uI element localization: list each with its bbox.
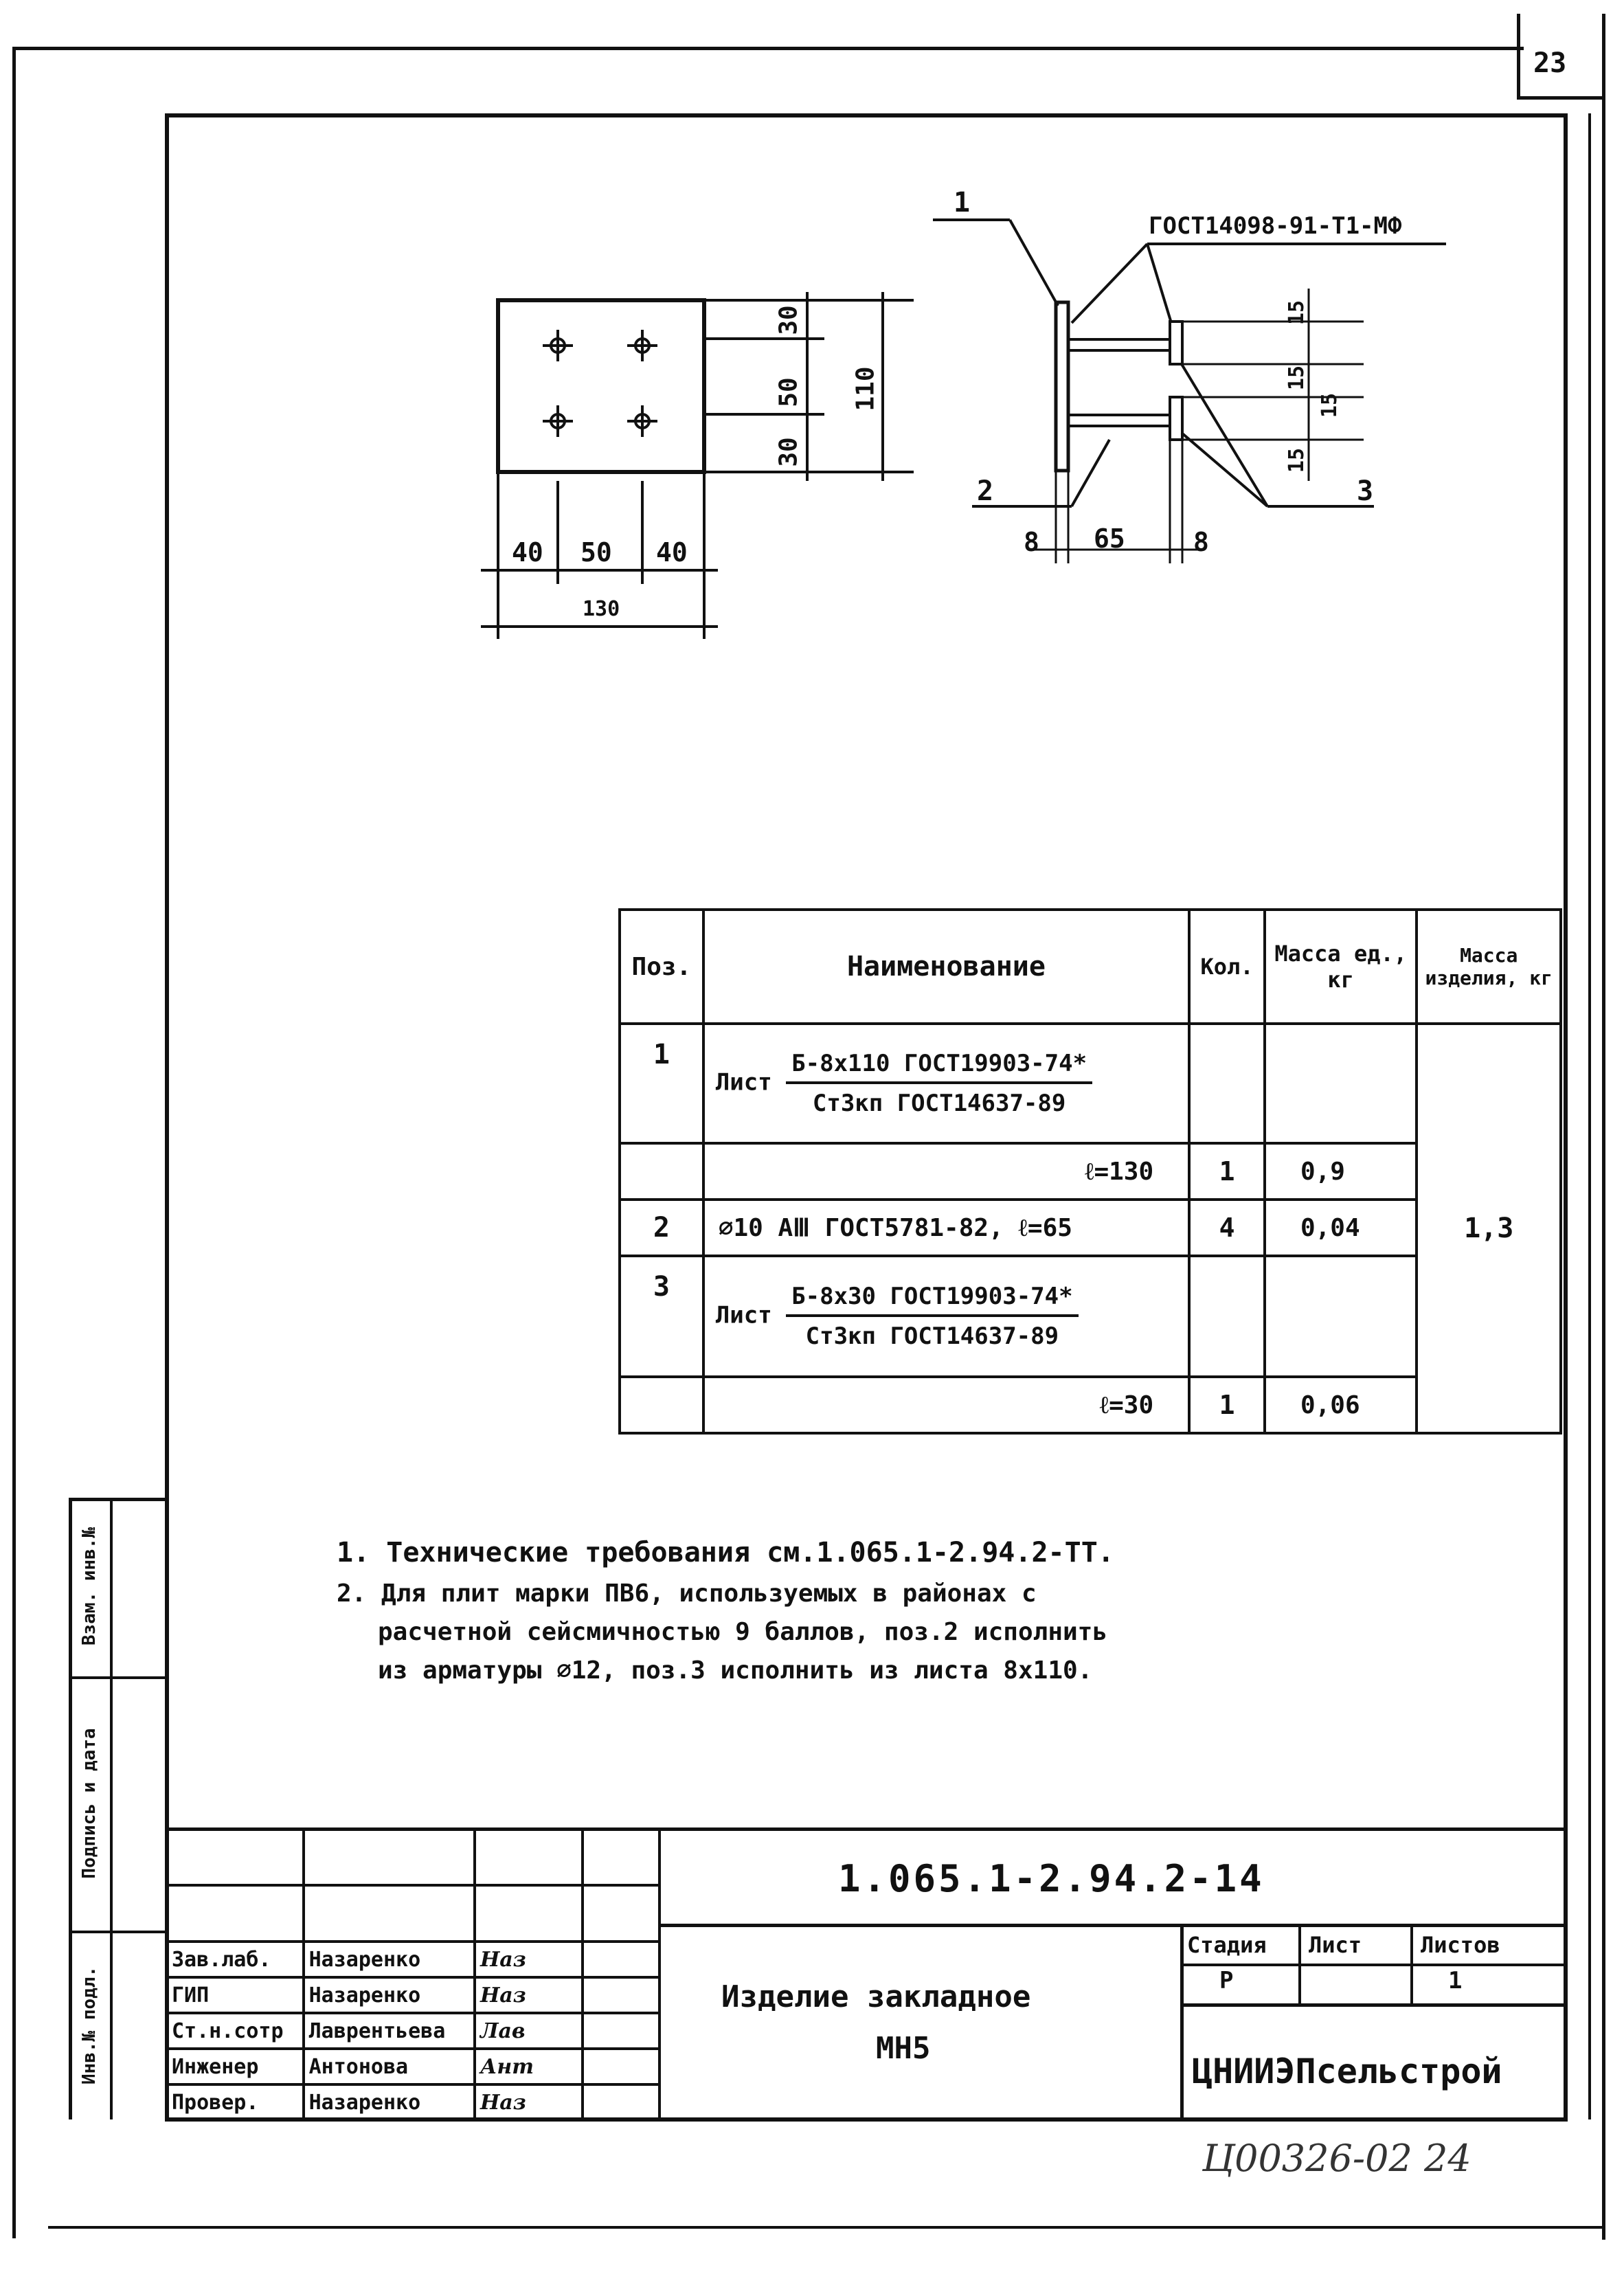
section-pos-2: 2 [977,475,994,507]
row2-qty: 1 [1189,1143,1265,1200]
sheets-label: Листов [1421,1932,1500,1958]
section-view [933,220,1446,563]
header-name: Наименование [703,910,1189,1024]
row1-mass [1265,1024,1417,1143]
note-2-line-3: из арматуры ⌀12, поз.3 исполнить из листа 8х110. [378,1656,1093,1685]
row3-qty: 4 [1189,1200,1265,1256]
row5-pos [620,1377,703,1433]
side-stamp-sep-1 [69,1676,168,1679]
row1-pos: 1 [620,1024,703,1143]
signature-row [166,2013,659,2049]
anchor-bar-lower [1068,415,1170,426]
note-2-line-1: 2. Для плит марки ПВ6, используемых в районах с [337,1579,1037,1608]
row1-name-prefix: Лист [715,1068,772,1096]
page-number: 23 [1533,47,1567,79]
row5-name: ℓ=30 [703,1377,1189,1433]
dim-plan-h-3: 40 [656,537,688,567]
title-block-code-bottom [661,1924,1568,1927]
row4-name [703,1256,1189,1377]
dim-section-v-3: 15 [1318,392,1342,418]
name-0: Назаренко [304,1942,475,1977]
mass-item-total: 1,3 [1417,1024,1561,1433]
outer-bottom-border [48,2226,1604,2229]
side-stamp-left [69,1498,72,2119]
anchor-bar-upper [1068,339,1170,350]
plan-vertical-dimensions [704,292,914,481]
row2-pos [620,1143,703,1200]
organization-name: ЦНИИЭПсельстрой [1192,2051,1502,2091]
dim-section-h-1: 8 [1024,527,1039,557]
archive-number: Ц00326-02 24 [1202,2137,1471,2180]
stage-label: Стадия [1187,1932,1267,1958]
signature-row [166,2049,659,2084]
signature-row [166,1942,659,1977]
stage-row-sep [1180,1964,1568,1966]
row2-mass: 0,9 [1265,1143,1417,1200]
note-2-line-2: расчетной сейсмичностью 9 баллов, поз.2 исполнить [378,1618,1108,1646]
row1-numerator: Б-8х110 ГОСТ19903-74* [786,1050,1092,1084]
product-title-line-1: Изделие закладное [721,1979,1031,2014]
header-mass-item: Масса изделия, кг [1417,910,1561,1024]
side-stamp-podpis: Подпись и дата [79,1728,100,1879]
dim-plan-v-3: 30 [774,437,803,467]
section-pos-1: 1 [954,187,971,218]
dim-section-h-2: 65 [1094,524,1125,554]
role-3: Инженер [166,2049,304,2084]
dim-plan-h-2: 50 [580,537,612,567]
product-title-line-2: МН5 [876,2031,931,2066]
stage-value: Р [1219,1967,1234,1994]
row4-pos: 3 [620,1256,703,1377]
row1-qty [1189,1024,1265,1143]
name-3: Антонова [304,2049,475,2084]
side-stamp-vzam: Взам. инв.№ [79,1527,100,1646]
dim-section-h-3: 8 [1193,527,1209,557]
plate-plan-outline [498,300,704,472]
row4-qty [1189,1256,1265,1377]
row4-mass [1265,1256,1417,1377]
side-stamp-inv: Инв.№ подл. [79,1966,100,2085]
role-4: Провер. [166,2084,304,2120]
note-1: 1. Технические требования см.1.065.1-2.94.2-ТТ. [337,1537,1114,1568]
header-pos: Поз. [620,910,703,1024]
row3-pos: 2 [620,1200,703,1256]
dim-section-v-4: 15 [1285,447,1309,473]
name-4: Назаренко [304,2084,475,2120]
role-1: ГИП [166,1977,304,2013]
name-2: Лаврентьева [304,2013,475,2049]
embedded-part-drawing [0,0,1624,687]
end-plate-upper [1170,322,1182,364]
signature-row [166,2084,659,2120]
dim-section-v-2: 15 [1285,365,1309,391]
role-0: Зав.лаб. [166,1942,304,1977]
plate-section [1056,302,1068,471]
sign-2: Лав [475,2013,583,2049]
stage-col-sep-1 [1298,1924,1301,2006]
section-pos-3: 3 [1357,475,1374,507]
row1-name [703,1024,1189,1143]
stage-col-sep-2 [1410,1924,1413,2006]
end-plate-lower [1170,397,1182,440]
dim-section-v-1: 15 [1285,300,1309,326]
stage-row-bottom [1180,2003,1568,2007]
sheets-value: 1 [1448,1967,1463,1994]
row4-name-prefix: Лист [715,1301,772,1329]
sign-4: Наз [475,2084,583,2120]
dim-plan-h-1: 40 [512,537,543,567]
dim-plan-h-total: 130 [583,597,620,621]
title-name-right-border [1180,1924,1184,2119]
document-code: 1.065.1-2.94.2-14 [838,1857,1265,1900]
row3-mass: 0,04 [1265,1200,1417,1256]
spec-header-row [620,910,1561,1024]
signature-grid [165,1827,661,2122]
dim-plan-v-1: 30 [774,305,803,335]
dim-plan-v-total: 110 [851,366,880,412]
row5-qty: 1 [1189,1377,1265,1433]
row1-fraction [786,1050,1092,1117]
anchor-holes [543,330,657,437]
row3-name: ⌀10 АⅢ ГОСТ5781-82, ℓ=65 [703,1200,1189,1256]
sign-0: Наз [475,1942,583,1977]
side-stamp-sep-2 [69,1931,168,1933]
row4-numerator: Б-8х30 ГОСТ19903-74* [786,1283,1078,1317]
spec-row-1 [620,1024,1561,1143]
signature-row [166,1977,659,2013]
sign-1: Наз [475,1977,583,2013]
header-qty: Кол. [1189,910,1265,1024]
row4-fraction [786,1283,1078,1350]
specification-table [618,908,1562,1435]
side-stamp-top [69,1498,168,1501]
row4-denominator: Ст3кп ГОСТ14637-89 [805,1323,1059,1350]
row5-mass: 0,06 [1265,1377,1417,1433]
header-mass-unit: Масса ед., кг [1265,910,1417,1024]
name-1: Назаренко [304,1977,475,2013]
row1-denominator: Ст3кп ГОСТ14637-89 [812,1090,1066,1117]
dim-plan-v-2: 50 [774,377,803,407]
role-2: Ст.н.сотр [166,2013,304,2049]
side-stamp-divider [110,1498,113,2119]
row2-name: ℓ=130 [703,1143,1189,1200]
weld-label: ГОСТ14098-91-Т1-МФ [1149,212,1402,240]
sheet-label: Лист [1309,1932,1362,1958]
sign-3: Ант [475,2049,583,2084]
